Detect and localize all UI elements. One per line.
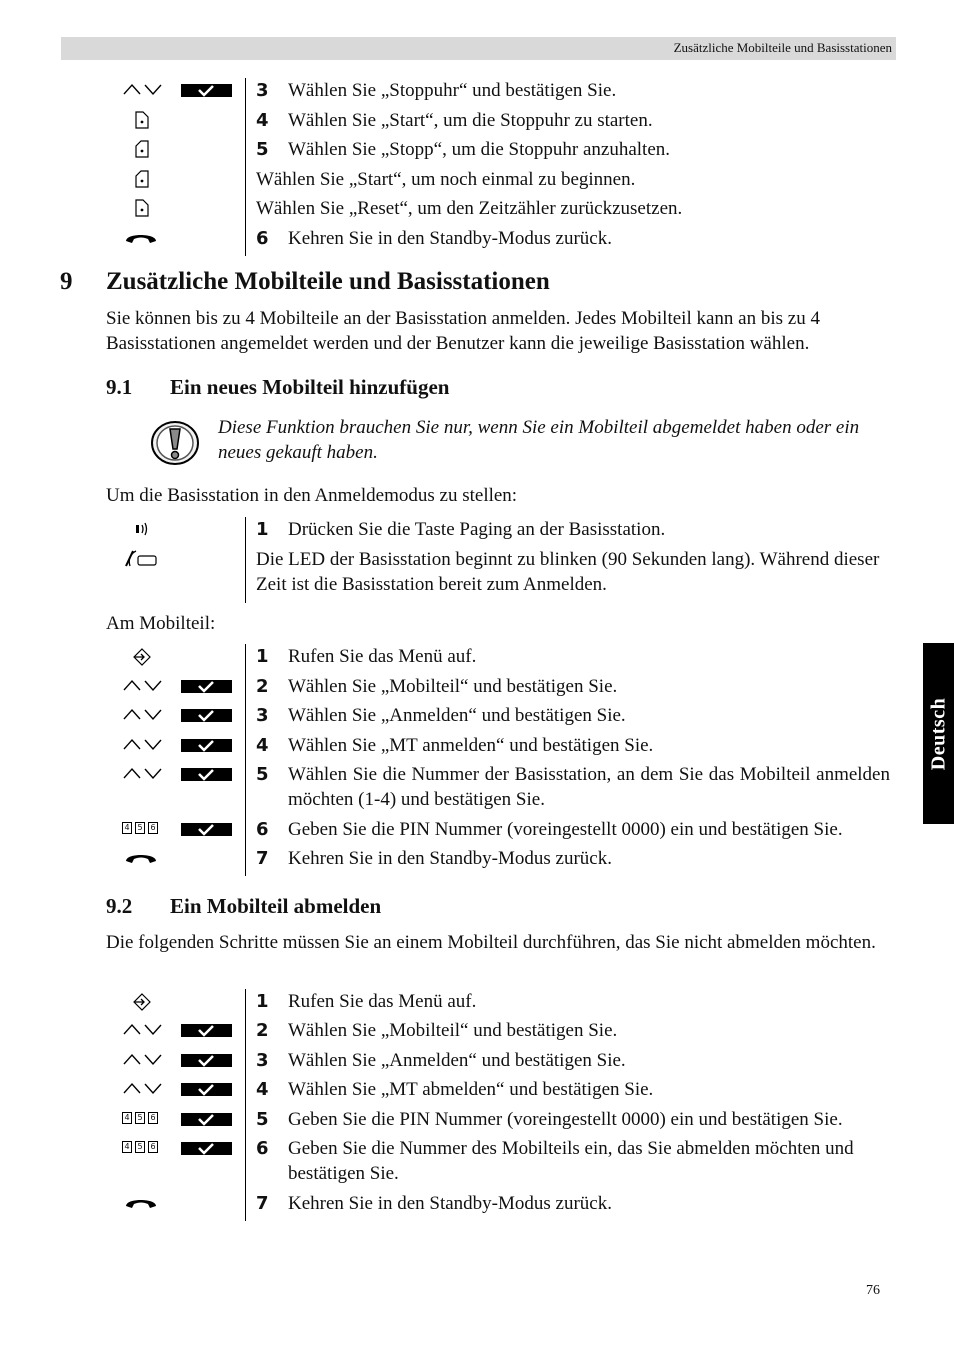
step-icons: [100, 167, 240, 191]
section-number: 9.1: [106, 375, 133, 399]
step-icons: [100, 1191, 240, 1215]
step-icons: [100, 674, 240, 698]
step-number: 1: [256, 519, 269, 540]
step-text: Kehren Sie in den Standby-Modus zurück.: [288, 848, 612, 869]
step-text: Drücken Sie die Taste Paging an der Basisstation.: [288, 519, 666, 540]
step-icons: [100, 703, 240, 727]
step-text: Wählen Sie „Reset“, um den Zeitzähler zurückzusetzen.: [256, 198, 683, 219]
keypad-key: 6: [148, 1112, 158, 1124]
end-call-icon: [124, 231, 158, 245]
step-number: 5: [256, 139, 269, 160]
step-number: 4: [256, 735, 269, 756]
step-icons: [100, 989, 240, 1013]
keypad-icon: [122, 1112, 158, 1124]
keypad-key: 4: [122, 1112, 132, 1124]
step-text: Rufen Sie das Menü auf.: [288, 646, 477, 667]
step-icons: [100, 846, 240, 870]
end-call-icon: [124, 851, 158, 865]
keypad-key: 4: [122, 822, 132, 834]
step-text: Kehren Sie in den Standby-Modus zurück.: [288, 1193, 612, 1214]
handset-base-icon: [124, 550, 160, 568]
step-text: Die LED der Basisstation beginnt zu blinken (90 Sekunden lang). Während dieser Zeit ist die Basisstation bereit zum Anmelden.: [256, 549, 880, 595]
right-softkey-icon: [135, 111, 149, 129]
left-softkey-icon: [135, 170, 149, 188]
ok-button-icon: [181, 739, 232, 752]
chapter-number: 9: [60, 268, 73, 295]
step-icons: [100, 196, 240, 220]
chapter-title: Zusätzliche Mobilteile und Basisstationen: [106, 268, 550, 295]
step-text: Wählen Sie „Anmelden“ und bestätigen Sie.: [288, 705, 626, 726]
step-number: 6: [256, 819, 269, 840]
language-tab-label: Deutsch: [927, 697, 949, 770]
step-number: 4: [256, 110, 269, 131]
up-down-icon: [123, 737, 163, 751]
step-icons: [100, 817, 240, 841]
ok-button-icon: [181, 1113, 232, 1126]
ok-button-icon: [181, 768, 232, 781]
step-text: Geben Sie die Nummer des Mobilteils ein, das Sie abmelden möchten und bestätigen Sie.: [288, 1138, 854, 1184]
step-text: Wählen Sie „Start“, um noch einmal zu beginnen.: [256, 169, 636, 190]
keypad-icon: [122, 1141, 158, 1153]
warning-icon: [150, 420, 200, 471]
running-header: [61, 37, 896, 60]
ok-button-icon: [181, 823, 232, 836]
menu-key-icon: [133, 648, 151, 666]
step-icons: [100, 547, 240, 571]
step-number: 5: [256, 1109, 269, 1130]
step-icons: [100, 1048, 240, 1072]
chapter-intro: Sie können bis zu 4 Mobilteile an der Basisstation anmelden. Jedes Mobilteil kann an bis zu 4 Basisstationen angemeldet werden und der Benutzer kann die jeweilige Basisstation wählen.: [106, 308, 820, 354]
step-text: Rufen Sie das Menü auf.: [288, 991, 477, 1012]
step-text: Wählen Sie „Mobilteil“ und bestätigen Sie.: [288, 676, 618, 697]
step-icons: [100, 733, 240, 757]
step-number: 5: [256, 764, 269, 785]
left-softkey-icon: [135, 140, 149, 158]
step-icons: [100, 762, 240, 786]
keypad-key: 4: [122, 1141, 132, 1153]
ok-button-icon: [181, 1142, 232, 1155]
keypad-key: 6: [148, 1141, 158, 1153]
step-icons: [100, 137, 240, 161]
section-title: Ein Mobilteil abmelden: [170, 894, 382, 918]
step-text: Wählen Sie die Nummer der Basisstation, an dem Sie das Mobilteil anmelden möchten (1-4) und bestätigen Sie.: [288, 764, 890, 810]
base-intro: Um die Basisstation in den Anmeldemodus zu stellen:: [106, 485, 518, 506]
step-text: Geben Sie die PIN Nummer (voreingestellt 0000) ein und bestätigen Sie.: [288, 1109, 843, 1130]
step-number: 1: [256, 646, 269, 667]
step-icons: [100, 1018, 240, 1042]
step-icons: [100, 517, 240, 541]
step-icons: [100, 108, 240, 132]
step-icons: [100, 1136, 240, 1160]
step-number: 7: [256, 848, 269, 869]
step-text: Wählen Sie „Stopp“, um die Stoppuhr anzuhalten.: [288, 139, 671, 160]
page-number: 76: [866, 1283, 880, 1298]
up-down-icon: [123, 766, 163, 780]
paging-icon: [135, 521, 151, 537]
up-down-icon: [123, 1081, 163, 1095]
handset-intro: Am Mobilteil:: [106, 613, 216, 634]
keypad-icon: [122, 822, 158, 834]
step-number: 7: [256, 1193, 269, 1214]
step-text: Wählen Sie „MT abmelden“ und bestätigen Sie.: [288, 1079, 654, 1100]
step-text: Wählen Sie „Start“, um die Stoppuhr zu starten.: [288, 110, 653, 131]
up-down-icon: [123, 1022, 163, 1036]
step-icons: [100, 1107, 240, 1131]
step-number: 1: [256, 991, 269, 1012]
language-tab: [923, 643, 954, 824]
step-text: Wählen Sie „Mobilteil“ und bestätigen Sie.: [288, 1020, 618, 1041]
ok-button-icon: [181, 1024, 232, 1037]
step-number: 3: [256, 80, 269, 101]
step-number: 6: [256, 1138, 269, 1159]
up-down-icon: [123, 1052, 163, 1066]
section-9-2-intro: Die folgenden Schritte müssen Sie an einem Mobilteil durchführen, das Sie nicht abmelden möchten.: [106, 932, 876, 953]
ok-button-icon: [181, 84, 232, 97]
up-down-icon: [123, 707, 163, 721]
step-text: Wählen Sie „Stoppuhr“ und bestätigen Sie.: [288, 80, 617, 101]
step-icons: [100, 644, 240, 668]
step-icons: [100, 226, 240, 250]
note-text: Diese Funktion brauchen Sie nur, wenn Sie ein Mobilteil abgemeldet haben oder ein neues gekauft haben.: [218, 417, 860, 463]
step-icons: [100, 78, 240, 102]
step-number: 2: [256, 1020, 269, 1041]
keypad-key: 6: [148, 822, 158, 834]
section-title: Ein neues Mobilteil hinzufügen: [170, 375, 450, 399]
step-icons: [100, 1077, 240, 1101]
end-call-icon: [124, 1196, 158, 1210]
step-number: 2: [256, 676, 269, 697]
ok-button-icon: [181, 680, 232, 693]
ok-button-icon: [181, 1083, 232, 1096]
step-number: 3: [256, 705, 269, 726]
running-title: Zusätzliche Mobilteile und Basisstationen: [673, 40, 892, 55]
up-down-icon: [123, 678, 163, 692]
keypad-key: 5: [135, 1141, 145, 1153]
step-text: Wählen Sie „Anmelden“ und bestätigen Sie.: [288, 1050, 626, 1071]
menu-key-icon: [133, 993, 151, 1011]
step-number: 4: [256, 1079, 269, 1100]
section-number: 9.2: [106, 894, 133, 918]
ok-button-icon: [181, 709, 232, 722]
step-number: 6: [256, 228, 269, 249]
keypad-key: 5: [135, 1112, 145, 1124]
keypad-key: 5: [135, 822, 145, 834]
step-text: Kehren Sie in den Standby-Modus zurück.: [288, 228, 612, 249]
step-number: 3: [256, 1050, 269, 1071]
ok-button-icon: [181, 1054, 232, 1067]
step-text: Geben Sie die PIN Nummer (voreingestellt 0000) ein und bestätigen Sie.: [288, 819, 843, 840]
up-down-icon: [123, 82, 163, 96]
right-softkey-icon: [135, 199, 149, 217]
step-text: Wählen Sie „MT anmelden“ und bestätigen Sie.: [288, 735, 654, 756]
